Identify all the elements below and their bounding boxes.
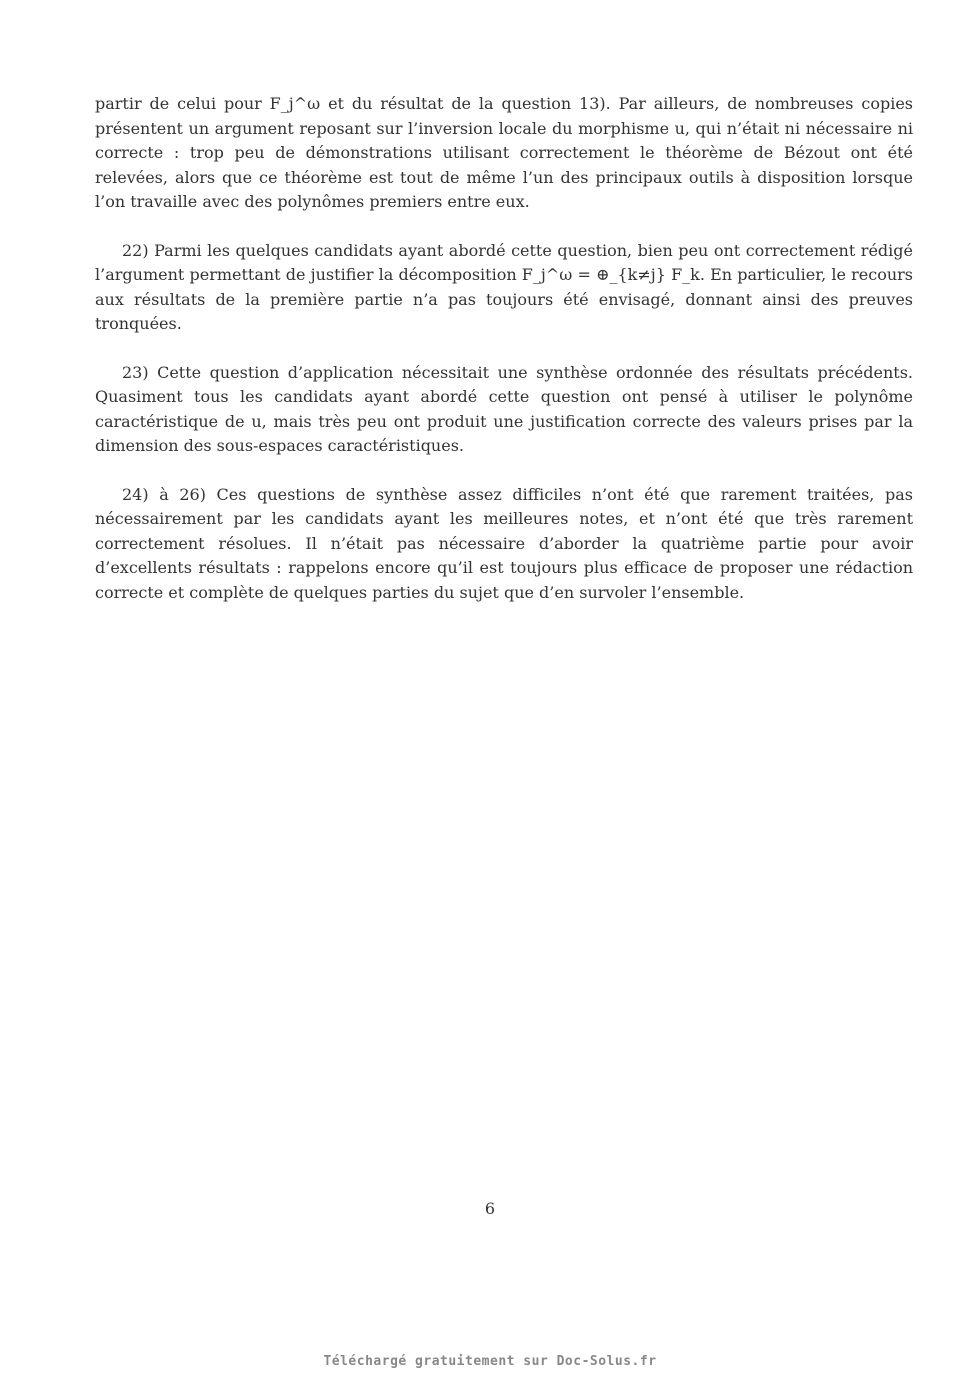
paragraph-intro: partir de celui pour F_j^ω et du résultat de la question 13). Par ailleurs, de nombreuses copies présentent un argument reposant sur l’inversion locale du morphisme u, qui n’était ni nécessaire ni correcte : trop peu de démonstrations utilisant correctement le théorème de Bézout ont été relevées, alors que ce théorème est tout de même l’un des principaux outils à disposition lorsque l’on travaille avec des polynômes premiers entre eux.: [95, 94, 913, 211]
page-number: 6: [484, 1199, 496, 1218]
document-body: [95, 92, 913, 629]
paragraph-question-23: 23) Cette question d’application nécessitait une synthèse ordonnée des résultats précédents. Quasiment tous les candidats ayant abordé cette question ont pensé à utiliser le polynôme caractéristique de u, mais très peu ont produit une justification correcte des valeurs prises par la dimension des sous-espaces caractéristiques.: [95, 362, 913, 455]
download-footer: Téléchargé gratuitement sur Doc-Solus.fr: [323, 1354, 657, 1369]
paragraph-question-24-26: 24) à 26) Ces questions de synthèse assez difficiles n’ont été que rarement traitées, pas nécessairement par les candidats ayant les meilleures notes, et n’ont été que très rarement correctement résolues. Il n’était pas nécessaire d’aborder la quatrième partie pour avoir d’excellents résultats : rappelons encore qu’il est toujours plus efficace de proposer une rédaction correcte et complète de quelques parties du sujet que d’en survoler l’ensemble.: [95, 484, 913, 602]
paragraph-question-22: 22) Parmi les quelques candidats ayant abordé cette question, bien peu ont correctement rédigé l’argument permettant de justifier la décomposition F_j^ω = ⊕_{k≠j} F_k. En particulier, le recours aux résultats de la première partie n’a pas toujours été envisagé, donnant ainsi des preuves tronquées.: [95, 240, 913, 333]
